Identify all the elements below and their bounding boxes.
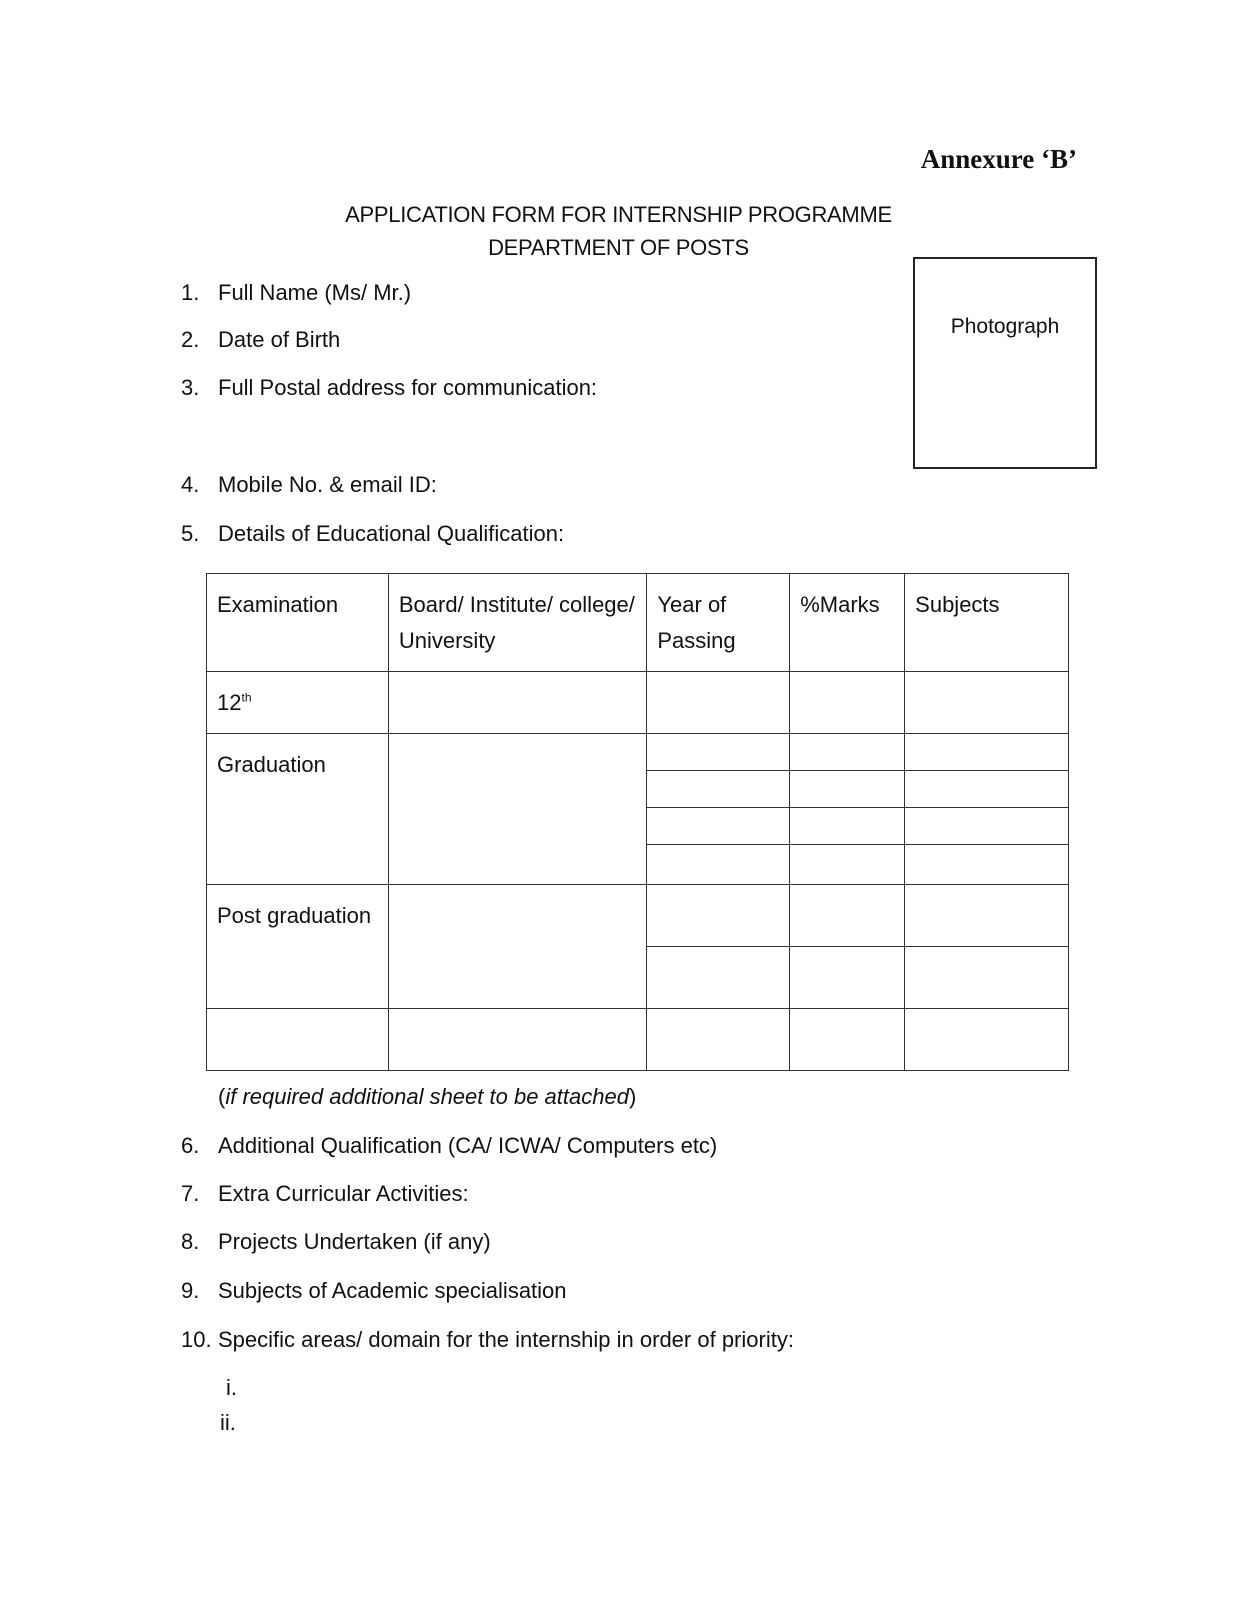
item-date-of-birth: 2. Date of Birth [181, 327, 341, 352]
item-specific-areas: 10. Specific areas/ domain for the internship in order of priority: [181, 1327, 794, 1352]
cell-year-post-graduation[interactable] [647, 885, 790, 947]
header-examination: Examination [207, 574, 389, 672]
cell-year-extra[interactable] [647, 1009, 790, 1071]
cell-marks-graduation[interactable] [790, 808, 905, 845]
item-full-name: 1. Full Name (Ms/ Mr.) [181, 280, 412, 305]
item-education: 5. Details of Educational Qualification: [181, 521, 565, 546]
item-projects: 8. Projects Undertaken (if any) [181, 1229, 491, 1254]
cell-subjects-12th[interactable] [905, 672, 1069, 734]
cell-year-graduation[interactable] [647, 771, 790, 808]
header-marks: %Marks [790, 574, 905, 672]
cell-year-graduation[interactable] [647, 845, 790, 885]
cell-year-graduation[interactable] [647, 734, 790, 771]
form-title: APPLICATION FORM FOR INTERNSHIP PROGRAMME [345, 202, 892, 227]
header-board: Board/ Institute/ college/ University [388, 574, 647, 672]
row-label-graduation: Graduation [207, 734, 389, 885]
item-postal-address: 3. Full Postal address for communication: [181, 375, 598, 400]
table-row [207, 1009, 1069, 1071]
cell-marks-extra[interactable] [790, 1009, 905, 1071]
row-label-post-graduation: Post graduation [207, 885, 389, 1009]
table-header-row [207, 574, 1069, 672]
priority-item-1: i. [226, 1375, 237, 1400]
item-extra-curricular: 7. Extra Curricular Activities: [181, 1181, 469, 1206]
row-label-12th: 12th [207, 672, 389, 734]
item-specialisation: 9. Subjects of Academic specialisation [181, 1278, 567, 1303]
cell-board-graduation[interactable] [388, 734, 647, 885]
header-year: Year of Passing [647, 574, 790, 672]
item-mobile-email: 4. Mobile No. & email ID: [181, 472, 437, 497]
cell-year-post-graduation[interactable] [647, 947, 790, 1009]
photograph-box[interactable] [913, 257, 1097, 469]
cell-marks-12th[interactable] [790, 672, 905, 734]
table-row [207, 885, 1069, 947]
cell-board-extra[interactable] [388, 1009, 647, 1071]
cell-marks-graduation[interactable] [790, 734, 905, 771]
cell-examination-extra[interactable] [207, 1009, 389, 1071]
cell-year-graduation[interactable] [647, 808, 790, 845]
cell-subjects-graduation[interactable] [905, 734, 1069, 771]
cell-marks-post-graduation[interactable] [790, 947, 905, 1009]
annexure-label: Annexure ‘B’ [920, 144, 1077, 174]
cell-subjects-graduation[interactable] [905, 771, 1069, 808]
priority-item-2: ii. [220, 1410, 236, 1435]
cell-board-post-graduation[interactable] [388, 885, 647, 1009]
photograph-label: Photograph [950, 315, 1060, 338]
cell-subjects-post-graduation[interactable] [905, 947, 1069, 1009]
header-subjects: Subjects [905, 574, 1069, 672]
cell-year-12th[interactable] [647, 672, 790, 734]
additional-sheet-note: (if required additional sheet to be attached) [218, 1084, 637, 1109]
cell-subjects-extra[interactable] [905, 1009, 1069, 1071]
cell-board-12th[interactable] [388, 672, 647, 734]
department-title: DEPARTMENT OF POSTS [488, 235, 749, 260]
cell-marks-graduation[interactable] [790, 771, 905, 808]
item-additional-qualification: 6. Additional Qualification (CA/ ICWA/ Computers etc) [181, 1133, 718, 1158]
cell-marks-post-graduation[interactable] [790, 885, 905, 947]
cell-subjects-graduation[interactable] [905, 845, 1069, 885]
cell-marks-graduation[interactable] [790, 845, 905, 885]
cell-subjects-graduation[interactable] [905, 808, 1069, 845]
cell-subjects-post-graduation[interactable] [905, 885, 1069, 947]
table-row [207, 734, 1069, 771]
table-row [207, 672, 1069, 734]
education-table [206, 573, 1069, 1071]
